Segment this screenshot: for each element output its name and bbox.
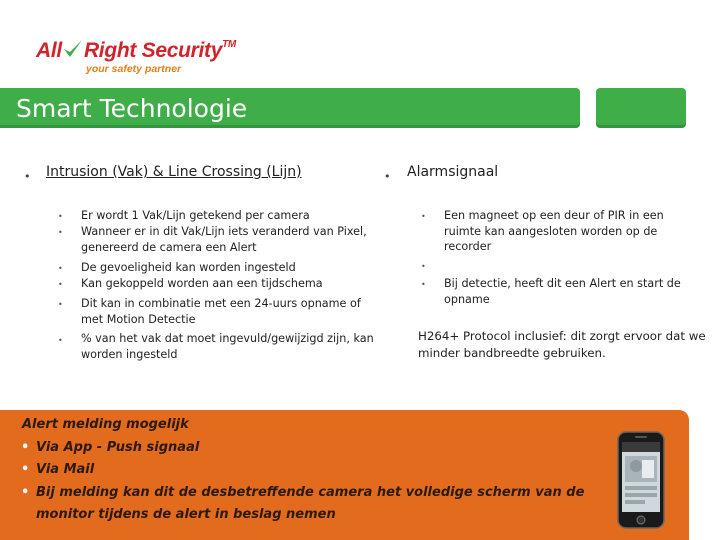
left-item-2: Wanneer er in dit Vak/Lijn iets veranderd van Pixel, genereerd de camera een Alert [81, 225, 367, 254]
sub-bullet: • [58, 264, 63, 273]
sub-bullet: • [58, 300, 63, 309]
footer-item-4: monitor tijdens de alert in beslag nemen [36, 507, 336, 522]
left-item-3: De gevoeligheid kan worden ingesteld [81, 261, 296, 274]
checkmark-logo-icon [62, 38, 84, 60]
sub-bullet: • [421, 262, 426, 271]
footer-bullet: • [21, 440, 30, 455]
h264-note: H264+ Protocol inclusief: dit zorgt ervoor dat we minder bandbreedte gebruiken. [418, 329, 706, 360]
smartphone-icon [616, 430, 666, 530]
sub-bullet: • [58, 212, 63, 221]
left-heading: Intrusion (Vak) & Line Crossing (Lijn) [46, 164, 302, 180]
footer-item-2: Via Mail [36, 462, 95, 477]
left-item-4: Kan gekoppeld worden aan een tijdschema [81, 277, 323, 290]
footer-title: Alert melding mogelijk [22, 417, 189, 432]
brand-name-part2: Right Security [83, 39, 223, 62]
brand-name-part1: All [36, 39, 62, 62]
bullet-left-heading: • [24, 170, 31, 183]
trademark: TM [222, 39, 236, 50]
title-bar [0, 88, 580, 128]
page-title: Smart Technologie [16, 94, 248, 123]
footer-bullet: • [21, 485, 30, 500]
right-item-2: Bij detectie, heeft dit een Alert en start de opname [444, 277, 681, 306]
brand-tagline: your safety partner [86, 63, 182, 75]
left-item-6: % van het vak dat moet ingevuld/gewijzigd zijn, kan worden ingesteld [81, 332, 374, 361]
right-item-1: Een magneet op een deur of PIR in een ruimte kan aangesloten worden op de recorder [444, 209, 664, 253]
sub-bullet: • [58, 336, 63, 345]
footer-bullet: • [21, 462, 30, 477]
sub-bullet: • [421, 280, 426, 289]
footer-item-3: Bij melding kan dit de desbetreffende camera het volledige scherm van de [36, 485, 585, 500]
right-heading: Alarmsignaal [407, 164, 499, 180]
sub-bullet: • [58, 228, 63, 237]
left-item-1: Er wordt 1 Vak/Lijn getekend per camera [81, 209, 310, 222]
footer-item-1: Via App - Push signaal [36, 440, 200, 455]
decorative-green-block [596, 88, 686, 128]
sub-bullet: • [58, 280, 63, 289]
left-item-5: Dit kan in combinatie met een 24-uurs opname of met Motion Detectie [81, 297, 361, 326]
brand-logo-text [36, 38, 236, 63]
bullet-right-heading: • [384, 170, 391, 183]
brand-logo [36, 38, 236, 78]
sub-bullet: • [421, 212, 426, 221]
footer-panel [0, 410, 689, 540]
